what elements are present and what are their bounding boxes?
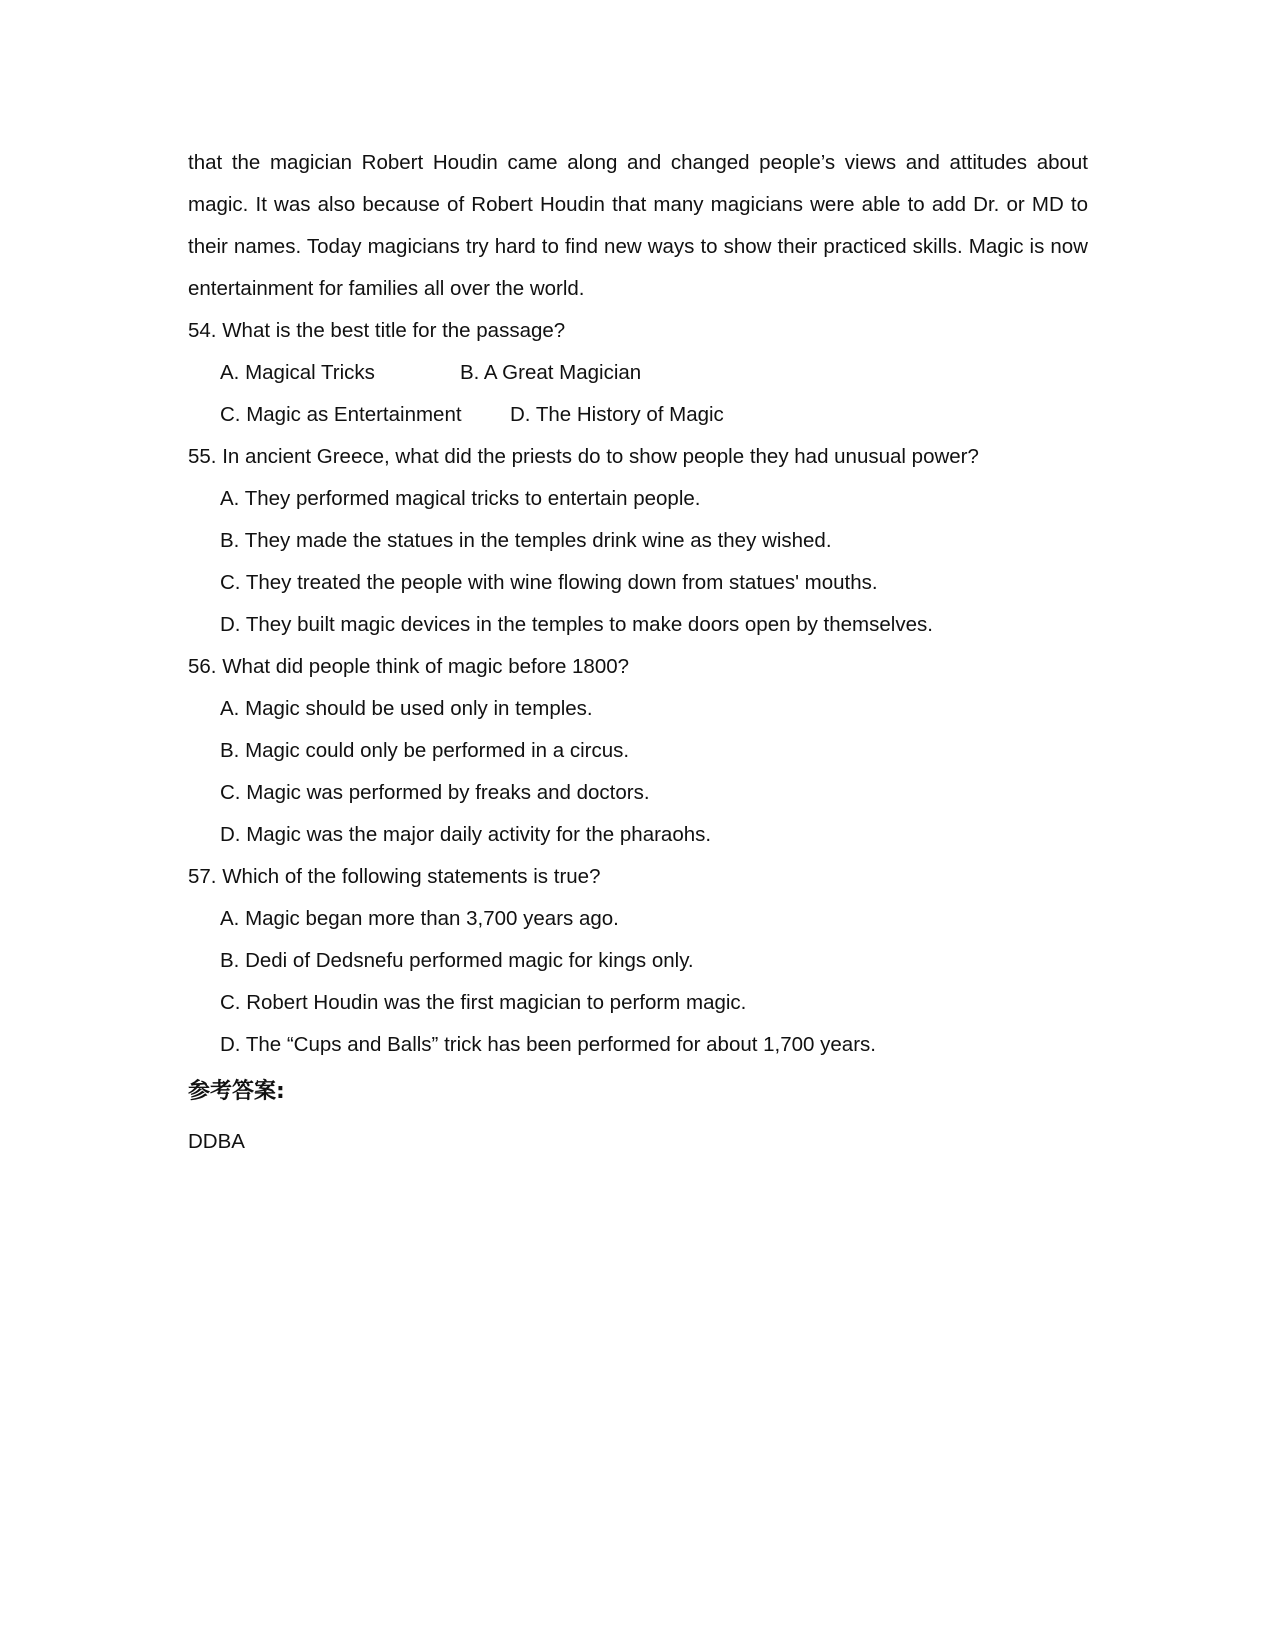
- option-a: A. Magical Tricks: [220, 361, 375, 384]
- option-c: C. Magic was performed by freaks and doctors.: [220, 781, 650, 804]
- question-stem: 55. In ancient Greece, what did the priests do to show people they had unusual power?: [188, 445, 979, 468]
- answer-key-heading: 参考答案:: [188, 1079, 285, 1104]
- question-stem: 56. What did people think of magic before 1800?: [188, 655, 630, 678]
- option-a: A. Magic began more than 3,700 years ago.: [220, 907, 619, 930]
- question-57: [188, 856, 1088, 1066]
- question-stem: 54. What is the best title for the passage?: [188, 319, 566, 342]
- answer-key-text: DDBA: [188, 1130, 245, 1153]
- option-row: [220, 394, 1088, 436]
- option-d: D. They built magic devices in the temples to make doors open by themselves.: [220, 613, 933, 636]
- option-d: D. The History of Magic: [510, 403, 724, 426]
- option-d: D. Magic was the major daily activity for the pharaohs.: [220, 823, 712, 846]
- option-c: C. Robert Houdin was the first magician to perform magic.: [220, 991, 747, 1014]
- question-stem: 57. Which of the following statements is true?: [188, 865, 601, 888]
- option-row: [220, 352, 1088, 394]
- option-c: C. They treated the people with wine flowing down from statues' mouths.: [220, 571, 878, 594]
- document-page: [188, 142, 1088, 1160]
- option-c: C. Magic as Entertainment: [220, 403, 462, 426]
- option-b: B. Dedi of Dedsnefu performed magic for kings only.: [220, 949, 694, 972]
- question-55: [188, 436, 1088, 646]
- option-b: B. Magic could only be performed in a circus.: [220, 739, 630, 762]
- passage-text: that the magician Robert Houdin came along and changed people’s views and attitudes about magic. It was also because of Robert Houdin that many magicians were able to add Dr. or MD to their names. Today magicians try hard to find new ways to show their practiced skills. Magic is now entertainment for families all over the world.: [188, 151, 1088, 300]
- option-a: A. They performed magical tricks to entertain people.: [220, 487, 701, 510]
- option-a: A. Magic should be used only in temples.: [220, 697, 593, 720]
- question-54: [188, 310, 1088, 436]
- option-b: B. A Great Magician: [460, 361, 642, 384]
- option-d: D. The “Cups and Balls” trick has been performed for about 1,700 years.: [220, 1033, 876, 1056]
- question-56: [188, 646, 1088, 856]
- option-b: B. They made the statues in the temples drink wine as they wished.: [220, 529, 832, 552]
